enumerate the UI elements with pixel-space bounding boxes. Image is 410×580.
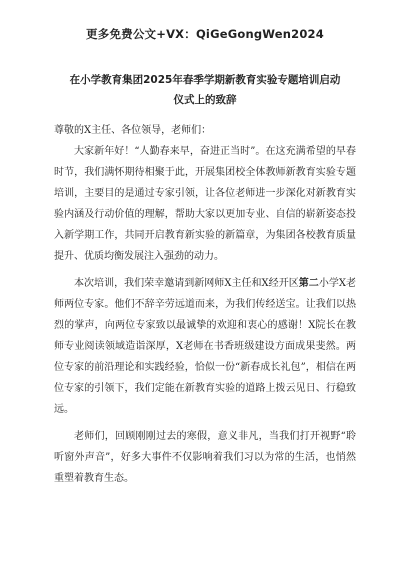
paragraph-1: 大家新年好！“人勤春来早，奋进正当时”。在这充满希望的早春时节，我们满怀期待相聚于此，开展集团校全体教师新教育实验专题培训，主要目的是通过专家引领，让各位老师进一步深化对新教育实验内涵及行动价值的理解，帮助大家以更加专业、自信的崭新姿态投入新学期工作，共同开启教育新实验的新篇章，为集团各校教育质量提升、优质均衡发展注入强劲的动力。 [54,146,356,262]
title-line-1: 在小学教育集团2025年春季学期新教育实验专题培训启动 [69,74,341,86]
paragraph-2-bold-text: 第二 [298,278,319,289]
paragraph-2 [54,273,356,420]
paragraph-3: 老师们，回顾刚刚过去的寒假，意义非凡，当我们打开视野“聆听窗外声音”，好多大事件不仅影响着我们习以为常的生活，也悄然重塑着教育生态。 [54,431,356,484]
document-title [54,70,356,110]
paragraph-2-part-c: 小学X老师两位专家。他们不辞辛劳远道而来，为我们传经送宝。让我们以热烈的掌声，向两位专家致以最诚挚的欢迎和衷心的感谢！X院长在教师专业阅读领域造诣深厚，X老师在书香班级建设方面成果斐然。两位专家的前沿理论和实践经验，恰似一份“新春成长礼包”，相信在两位专家的引领下，我们定能在新教育实验的道路上拨云见日、行稳致远。 [54,278,356,415]
title-line-2: 仪式上的致辞 [173,94,237,106]
salutation: 尊敬的X主任、各位领导，老师们： [54,125,212,136]
watermark-header: 更多免费公文+VX：QiGeGongWen2024 [86,27,324,41]
paragraph-2-part-a: 本次培训，我们荣幸邀请到新网师X主任和X经开区 [74,278,299,289]
